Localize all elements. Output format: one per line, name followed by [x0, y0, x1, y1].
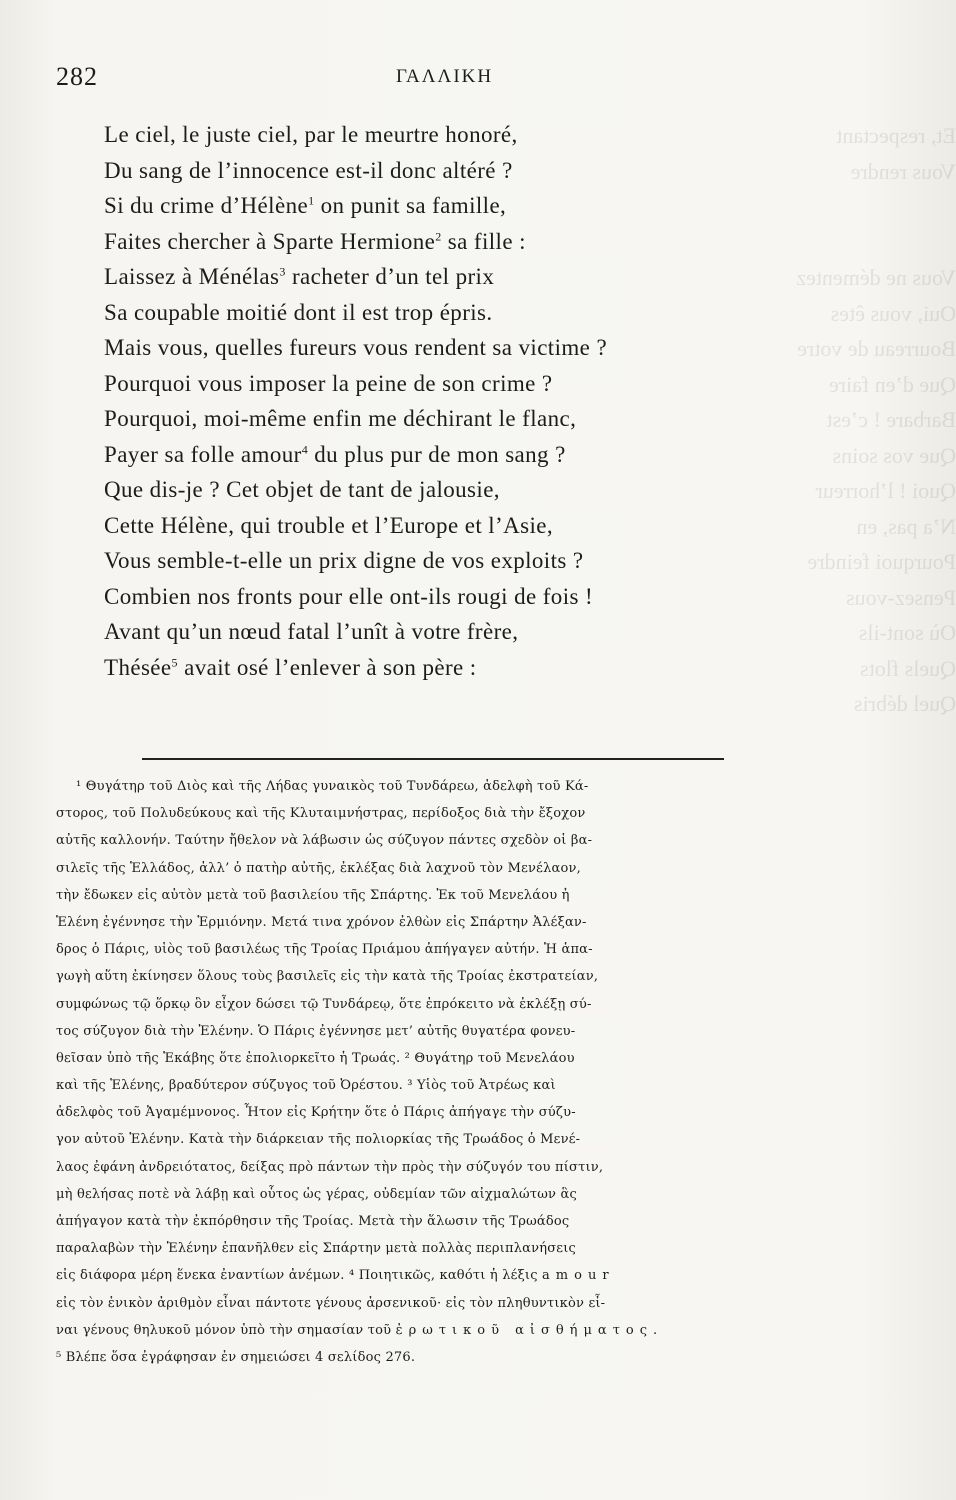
footnote-line — [56, 1262, 846, 1289]
page-number: 282 — [56, 62, 98, 91]
footnote-text: ἀπήγαγον κατὰ τὴν ἐκπόρθησιν τῆς Τροίας. Μετὰ τὴν ἅλωσιν τῆς Τρωάδος — [56, 1214, 570, 1229]
bleed-line: Que d’en faire — [828, 371, 956, 397]
footnote-text: στορος, τοῦ Πολυδεύκους καὶ τῆς Κλυταιμνήστρας, περίδοξος διὰ τὴν ἔξοχον — [56, 806, 586, 822]
verse-line — [104, 259, 824, 295]
footnote-text: ¹ Θυγάτηρ τοῦ Διὸς καὶ τῆς Λήδας γυναικὸς τοῦ Τυνδάρεω, ἀδελφὴ τοῦ Κά- — [76, 779, 589, 794]
footnote-text: σιλεῖς τῆς Ἑλλάδος, ἀλλ’ ὁ πατὴρ αὐτῆς, ἐκλέξας διὰ λαχνοῦ τὸν Μενέλαον, — [56, 860, 581, 876]
verse-text: Laissez à Ménélas — [104, 264, 280, 289]
footnotes-block — [56, 773, 846, 1371]
footnote-line — [56, 963, 846, 990]
footnote-text: θεῖσαν ὑπὸ τῆς Ἑκάβης ὅτε ἐπολιορκεῖτο ἡ Τρωάς. ² Θυγάτηρ τοῦ Μενελάου — [56, 1050, 575, 1066]
verse-line — [104, 543, 824, 579]
footnote-text: ⁵ Βλέπε ὅσα ἐγράφησαν ἐν σημειώσει 4 σελίδος 276. — [56, 1349, 416, 1365]
footnote-text: συμφώνως τῷ ὅρκῳ ὃν εἶχον δώσει τῷ Τυνδάρεῳ, ὅτε ἐπρόκειτο νὰ ἐκλέξῃ σύ- — [56, 996, 592, 1012]
footnote-marker: 2 — [435, 228, 442, 243]
verse-text: Payer sa folle amour — [104, 441, 302, 467]
verse-text: Pourquoi, moi-même enfin me déchirant le flanc, — [104, 406, 577, 431]
page-header — [56, 62, 856, 102]
bleed-line: Que vos soins — [832, 442, 956, 468]
verse-text: Faites chercher à Sparte Hermione — [104, 228, 436, 254]
footnote-text: αὐτῆς καλλονήν. Ταύτην ἤθελον νὰ λάβωσιν ὡς σύζυγον πάντες σχεδὸν οἱ βα- — [56, 833, 593, 849]
verse-line — [104, 224, 824, 260]
footnote-line — [56, 1290, 846, 1317]
bleed-line: Barbare ! c’est — [826, 407, 956, 432]
verse-text-rest: du plus pur de mon sang ? — [308, 441, 566, 467]
verse-text-rest: on punit sa famille, — [314, 193, 507, 218]
footnote-line — [56, 1072, 846, 1099]
footnote-line — [56, 882, 846, 909]
verse-text: Mais vous, quelles fureurs vous rendent sa victime ? — [104, 335, 608, 360]
bleed-line: Bourreau de votre — [797, 336, 956, 361]
footnote-text: λαος ἐφάνη ἀνδρειότατος, δείξας πρὸ πάντων τὴν πρὸς τὴν σύζυγόν του πίστιν, — [56, 1159, 604, 1175]
bleed-line: Quel débris — [853, 691, 956, 716]
footnote-rule — [142, 758, 724, 760]
footnote-line — [56, 1235, 846, 1262]
footnote-line — [56, 1181, 846, 1208]
verse-line — [104, 614, 824, 650]
bleed-line: Quoi ! l’horreur — [815, 478, 956, 503]
footnote-text: Ἑλένη ἐγέννησε τὴν Ἑρμιόνην. Μετά τινα χρόνον ἐλθὼν εἰς Σπάρτην Ἀλέξαν- — [56, 914, 587, 930]
verse-line — [104, 330, 824, 366]
verse-text: Du sang de l’innocence est-il donc altéré ? — [104, 157, 513, 183]
footnote-line — [56, 1045, 846, 1072]
verse-text: Si du crime d’Hélène — [104, 193, 309, 218]
verse-text-rest: avait osé l’enlever à son père : — [177, 654, 477, 680]
bleed-line: N’a pas, en — [856, 513, 956, 539]
footnote-text: γωγὴ αὕτη ἐκίνησεν ὅλους τοὺς βασιλεῖς εἰς τὴν κατὰ τῆς Τροίας ἐκστρατείαν, — [56, 969, 599, 985]
verse-line — [104, 366, 824, 402]
verse-line — [104, 579, 824, 615]
verse-text-rest: sa fille : — [441, 228, 526, 254]
running-head: ΓΑΛΛΙΚΗ — [396, 66, 494, 87]
verse-text: Pourquoi vous imposer la peine de son crime ? — [104, 370, 553, 396]
footnote-line — [56, 1317, 846, 1344]
verse-text: Vous semble-t-elle un prix digne de vos exploits ? — [104, 548, 584, 573]
verse-line — [104, 117, 824, 153]
bleed-line: Pourquoi feindre — [807, 549, 956, 574]
bleed-line: Vous ne démentez — [796, 265, 956, 290]
verse-line — [104, 188, 824, 224]
verse-line — [104, 650, 824, 686]
bleed-line: Oui, vous êtes — [830, 300, 956, 326]
bleed-line: Et, respectant — [836, 123, 956, 148]
footnote-text: γον αὐτοῦ Ἑλένην. Κατὰ τὴν διάρκειαν τῆς πολιορκίας τῆς Τρωάδος ὁ Μενέ- — [56, 1132, 581, 1148]
footnote-spaced-word: amour — [542, 1268, 615, 1284]
footnote-text: εἰς διάφορα μέρη ἕνεκα ἐναντίων ἀνέμων. ⁴ Ποιητικῶς, καθότι ἡ λέξις — [56, 1268, 543, 1284]
footnote-text: τὴν ἔδωκεν εἰς αὐτὸν μετὰ τοῦ βασιλείου τῆς Σπάρτης. Ἐκ τοῦ Μενελάου ἡ — [56, 887, 570, 903]
bleed-line: Quels flots — [860, 655, 956, 681]
footnote-line — [56, 1018, 846, 1045]
verse-text: Combien nos fronts pour elle ont-ils rougi de fois ! — [104, 583, 594, 609]
footnote-text: μὴ θελήσας ποτὲ νὰ λάβῃ καὶ οὗτος ὡς γέρας, οὐδεμίαν τῶν αἰχμαλώτων ἃς — [56, 1186, 577, 1202]
footnote-text: τος σύζυγον διὰ τὴν Ἑλένην. Ὁ Πάρις ἐγέννησε μετ’ αὐτῆς θυγατέρα φονευ- — [56, 1023, 576, 1039]
footnote-line — [56, 855, 846, 882]
bleed-line: Pensez-vous — [846, 584, 956, 610]
verse-text: Sa coupable moitié dont il est trop épris. — [104, 299, 493, 325]
verse-line — [104, 295, 824, 331]
bleed-line: Où sont-ils — [858, 620, 956, 645]
footnote-text: καὶ τῆς Ἑλένης, βραδύτερον σύζυγος τοῦ Ὀρέστου. ³ Υἱὸς τοῦ Ἀτρέως καὶ — [56, 1078, 556, 1094]
footnote-line — [56, 1344, 846, 1371]
verse-line — [104, 472, 824, 508]
footnote-line — [56, 1154, 846, 1181]
verse-line — [104, 437, 824, 473]
footnote-spaced-word: ἐρωτικοῦ αἰσθήματος. — [395, 1322, 664, 1338]
footnote-line — [56, 936, 846, 963]
verse-text: Avant qu’un nœud fatal l’unît à votre frère, — [104, 619, 519, 644]
verse-block — [104, 117, 824, 685]
footnote-line — [56, 1126, 846, 1153]
verse-text: Le ciel, le juste ciel, par le meurtre honoré, — [104, 122, 518, 147]
footnote-line — [56, 1099, 846, 1126]
footnote-text: παραλαβὼν τὴν Ἑλένην ἐπανῆλθεν εἰς Σπάρτην μετὰ πολλὰς περιπλανήσεις — [56, 1241, 576, 1257]
footnote-text: δρος ὁ Πάρις, υἱὸς τοῦ βασιλέως τῆς Τροίας Πριάμου ἀπήγαγεν αὐτήν. Ἡ ἁπα- — [56, 942, 593, 958]
verse-line — [104, 153, 824, 189]
footnote-line — [56, 827, 846, 854]
bleed-line: Vous rendre — [850, 158, 956, 184]
verse-text: Que dis-je ? Cet objet de tant de jalousie, — [104, 477, 500, 502]
verse-text: Thésée — [104, 654, 172, 680]
footnote-text: εἰς τὸν ἑνικὸν ἀριθμὸν εἶναι πάντοτε γένους ἀρσενικοῦ· εἰς τὸν πληθυντικὸν εἶ- — [56, 1295, 606, 1311]
footnote-marker: 1 — [308, 193, 315, 208]
footnote-text: ναι γένους θηλυκοῦ μόνον ὑπὸ τὴν σημασίαν τοῦ — [56, 1322, 396, 1338]
footnote-line — [56, 773, 846, 800]
footnote-marker: 3 — [279, 264, 286, 279]
verse-line — [104, 401, 824, 437]
footnote-marker: 4 — [301, 441, 309, 456]
verse-text-rest: racheter d’un tel prix — [285, 264, 495, 289]
footnote-line — [56, 909, 846, 936]
footnote-marker: 5 — [171, 654, 178, 669]
footnote-line — [56, 800, 846, 827]
footnote-text: ἀδελφὸς τοῦ Ἀγαμέμνονος. Ἦτον εἰς Κρήτην ὅτε ὁ Πάρις ἀπήγαγε τὴν σύζυ- — [56, 1105, 576, 1121]
verse-line — [104, 508, 824, 544]
footnote-line — [56, 1208, 846, 1235]
verse-text: Cette Hélène, qui trouble et l’Europe et l’Asie, — [104, 512, 554, 538]
footnote-line — [56, 991, 846, 1018]
